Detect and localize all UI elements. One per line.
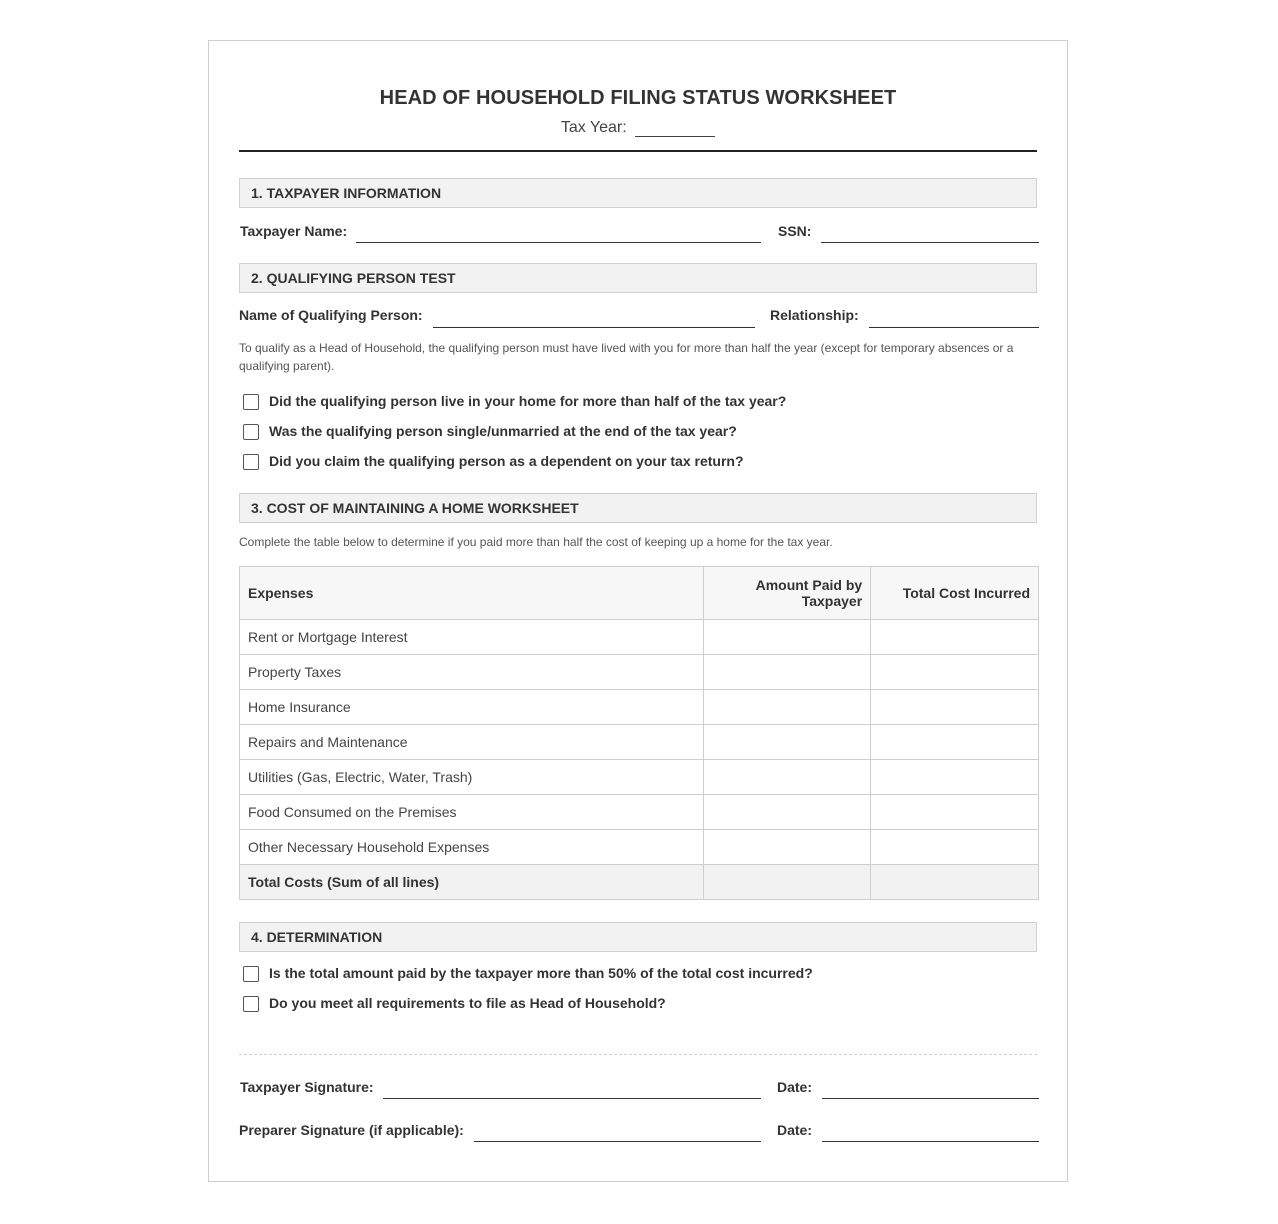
- section-header-taxpayer-info: 1. TAXPAYER INFORMATION: [239, 178, 1037, 208]
- section-header-cost-worksheet: 3. COST OF MAINTAINING A HOME WORKSHEET: [239, 493, 1037, 523]
- table-row: [240, 725, 1039, 760]
- total-amount-paid-cell[interactable]: [704, 865, 871, 900]
- amount-paid-cell[interactable]: [704, 620, 871, 655]
- preparer-date-label: Date:: [777, 1122, 813, 1138]
- question-claimed-dependent: Did you claim the qualifying person as a dependent on your tax return?: [269, 453, 744, 469]
- table-row: [240, 690, 1039, 725]
- table-row: [240, 795, 1039, 830]
- table-row: [240, 760, 1039, 795]
- preparer-signature-label: Preparer Signature (if applicable):: [239, 1122, 464, 1138]
- table-total-row: [240, 865, 1039, 900]
- column-header-expenses: Expenses: [240, 567, 704, 620]
- amount-paid-cell[interactable]: [704, 760, 871, 795]
- expense-label: Home Insurance: [240, 690, 704, 725]
- total-cost-cell[interactable]: [871, 725, 1039, 760]
- total-cost-cell[interactable]: [871, 655, 1039, 690]
- relationship-label: Relationship:: [770, 307, 859, 323]
- cost-worksheet-note: Complete the table below to determine if you paid more than half the cost of keeping up a home for the tax year.: [239, 535, 833, 549]
- checkbox-meets-requirements[interactable]: [243, 996, 259, 1012]
- question-lived-in-home: Did the qualifying person live in your home for more than half of the tax year?: [269, 393, 787, 409]
- qualifying-person-label: Name of Qualifying Person:: [239, 307, 423, 323]
- amount-paid-cell[interactable]: [704, 795, 871, 830]
- column-header-total-cost: Total Cost Incurred: [871, 567, 1039, 620]
- table-row: [240, 830, 1039, 865]
- worksheet-page: [208, 40, 1068, 1182]
- checkbox-single-unmarried[interactable]: [243, 424, 259, 440]
- amount-paid-cell[interactable]: [704, 725, 871, 760]
- checkbox-claimed-dependent[interactable]: [243, 454, 259, 470]
- total-cost-cell[interactable]: [871, 620, 1039, 655]
- taxpayer-date-label: Date:: [777, 1079, 813, 1095]
- total-label: Total Costs (Sum of all lines): [240, 865, 704, 900]
- qualifying-person-field[interactable]: [433, 326, 755, 328]
- expense-label: Property Taxes: [240, 655, 704, 690]
- taxpayer-name-label: Taxpayer Name:: [240, 223, 348, 239]
- section-header-determination: 4. DETERMINATION: [239, 922, 1037, 952]
- question-meets-requirements: Do you meet all requirements to file as Head of Household?: [269, 995, 666, 1011]
- table-row: [240, 620, 1039, 655]
- checkbox-lived-in-home[interactable]: [243, 394, 259, 410]
- expense-label: Food Consumed on the Premises: [240, 795, 704, 830]
- question-paid-more-than-half: Is the total amount paid by the taxpayer more than 50% of the total cost incurred?: [269, 965, 813, 981]
- question-single-unmarried: Was the qualifying person single/unmarried at the end of the tax year?: [269, 423, 737, 439]
- total-cost-cell[interactable]: [871, 830, 1039, 865]
- total-cost-cell[interactable]: [871, 795, 1039, 830]
- ssn-label: SSN:: [778, 223, 812, 239]
- taxpayer-name-field[interactable]: [356, 241, 761, 243]
- taxpayer-date-field[interactable]: [822, 1097, 1039, 1099]
- table-row: [240, 655, 1039, 690]
- preparer-signature-field[interactable]: [474, 1140, 761, 1142]
- total-cost-cell[interactable]: [871, 690, 1039, 725]
- amount-paid-cell[interactable]: [704, 690, 871, 725]
- tax-year-label: Tax Year:: [560, 119, 627, 136]
- amount-paid-cell[interactable]: [704, 655, 871, 690]
- table-header-row: [240, 567, 1039, 620]
- signature-divider: [239, 1054, 1037, 1055]
- page-title: HEAD OF HOUSEHOLD FILING STATUS WORKSHEET: [379, 87, 897, 109]
- total-cost-cell[interactable]: [871, 760, 1039, 795]
- relationship-field[interactable]: [869, 326, 1039, 328]
- section-header-qualifying-person: 2. QUALIFYING PERSON TEST: [239, 263, 1037, 293]
- column-header-amount-paid: Amount Paid by Taxpayer: [704, 567, 871, 620]
- amount-paid-cell[interactable]: [704, 830, 871, 865]
- expense-label: Other Necessary Household Expenses: [240, 830, 704, 865]
- tax-year-field[interactable]: [635, 119, 715, 137]
- tax-year-row: [239, 119, 1037, 137]
- expenses-table: [239, 566, 1039, 900]
- ssn-field[interactable]: [821, 241, 1039, 243]
- preparer-date-field[interactable]: [822, 1140, 1039, 1142]
- expense-label: Repairs and Maintenance: [240, 725, 704, 760]
- total-cost-incurred-cell[interactable]: [871, 865, 1039, 900]
- taxpayer-signature-field[interactable]: [383, 1097, 761, 1099]
- checkbox-paid-more-than-half[interactable]: [243, 966, 259, 982]
- title-divider: [239, 150, 1037, 152]
- qualifying-person-note: To qualify as a Head of Household, the qualifying person must have lived with you for more than half the year (except for temporary absences or a qualifying parent).: [239, 341, 1014, 373]
- taxpayer-signature-label: Taxpayer Signature:: [240, 1079, 374, 1095]
- expense-label: Rent or Mortgage Interest: [240, 620, 704, 655]
- expense-label: Utilities (Gas, Electric, Water, Trash): [240, 760, 704, 795]
